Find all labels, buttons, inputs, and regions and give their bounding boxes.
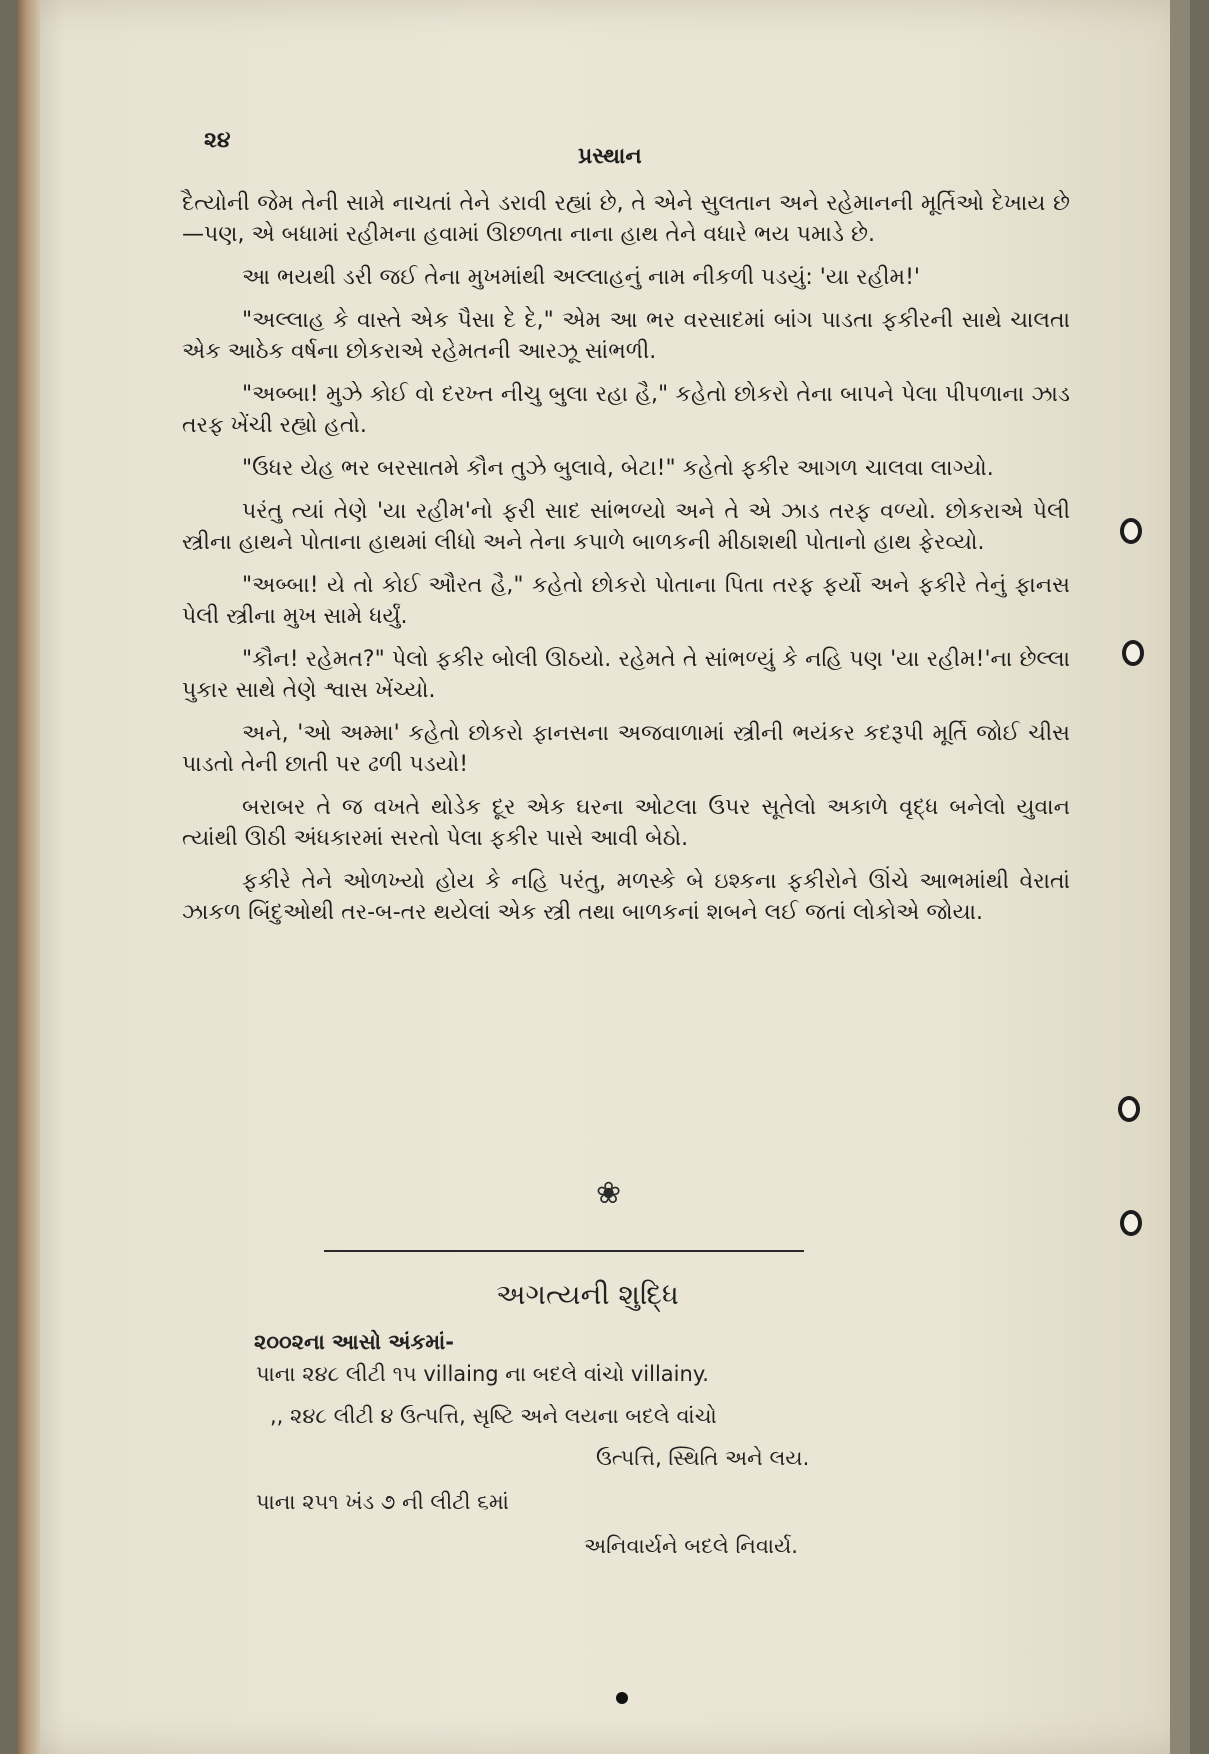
running-title: પ્રસ્થાન	[578, 144, 642, 169]
paragraph: "અબ્બા! મુઝે કોઈ વો દરખ્ત નીચુ બુલા રહા હૈ," કહેતો છોકરો તેના બાપને પેલા પીપળાના ઝાડ તરફ ખેંચી રહ્યો હતો.	[182, 382, 1070, 438]
paragraph: "ઉધર યેહ ભર બરસાતમે કૌન તુઝે બુલાવે, બેટા!" કહેતો ફકીર આગળ ચાલવા લાગ્યો.	[242, 456, 994, 481]
page-number: ૨૪	[204, 128, 231, 153]
paragraph: "કૌન! રહેમત?" પેલો ફકીર બોલી ઊઠયો. રહેમતે તે સાંભળ્યું કે નહિ પણ 'યા રહીમ!'ના છેલ્લા પુકાર સાથે તેણે શ્વાસ ખેંચ્યો.	[182, 647, 1070, 703]
paragraph: અને, 'ઓ અમ્મા' કહેતો છોકરો ફાનસના અજવાળામાં સ્ત્રીની ભયંકર કદરૂપી મૂર્તિ જોઈ ચીસ પાડતો તેની છાતી પર ઢળી પડયો!	[182, 721, 1070, 777]
paragraph: પરંતુ ત્યાં તેણે 'યા રહીમ'નો ફરી સાદ સાંભળ્યો અને તે એ ઝાડ તરફ વળ્યો. છોકરાએ પેલી સ્ત્રીના હાથને પોતાના હાથમાં લીધો અને તેના કપાળે બાળકની મીઠાશથી પોતાનો હાથ ફેરવ્યો.	[182, 499, 1070, 555]
paragraph: "અલ્લાહ કે વાસ્તે એક પૈસા દે દે," એમ આ ભર વરસાદમાં બાંગ પાડતા ફકીરની સાથે ચાલતા એક આઠેક વર્ષના છોકરાએ રહેમતની આરઝૂ સાંભળી.	[182, 308, 1070, 364]
errata-line: ઉત્પત્તિ, સ્થિતિ અને લય.	[596, 1446, 810, 1470]
paragraph: આ ભયથી ડરી જઈ તેના મુખમાંથી અલ્લાહનું નામ નીકળી પડયું: 'યા રહીમ!'	[242, 265, 920, 290]
errata-line: અનિવાર્યને બદલે નિવાર્ય.	[584, 1534, 798, 1558]
flower-ornament-icon: ❀	[596, 1176, 622, 1211]
page-binding-edge	[18, 0, 40, 1754]
paragraph: દૈત્યોની જેમ તેની સામે નાચતાં તેને ડરાવી રહ્યાં છે, તે એને સુલતાન અને રહેમાનની મૂર્તિઓ દેખાય છે—પણ, એ બધામાં રહીમના હવામાં ઊછળતા નાના હાથ તેને વધારે ભય પમાડે છે.	[182, 191, 1070, 247]
errata-title: અગત્યની શુદ્ધિ	[496, 1278, 679, 1311]
errata-line: પાના ૨૪૮ લીટી ૧૫ villaing ના બદલે વાંચો villainy.	[256, 1362, 709, 1386]
errata-line: ,, ૨૪૮ લીટી ૪ ઉત્પત્તિ, સૃષ્ટિ અને લયના બદલે વાંચો	[270, 1404, 717, 1428]
punch-hole	[1120, 1210, 1142, 1236]
punch-hole	[1122, 640, 1144, 666]
book-page	[18, 0, 1190, 1754]
errata-line: પાના ૨૫૧ ખંડ ૭ ની લીટી ૬માં	[256, 1490, 509, 1514]
end-bullet	[616, 1692, 628, 1704]
errata-issue-heading: ૨૦૦૨ના આસો અંકમાં-	[254, 1330, 454, 1354]
paragraph: બરાબર તે જ વખતે થોડેક દૂર એક ઘરના ઓટલા ઉપર સૂતેલો અકાળે વૃદ્ધ બનેલો યુવાન ત્યાંથી ઊઠી અંધકારમાં સરતો પેલા ફકીર પાસે આવી બેઠો.	[182, 795, 1070, 851]
section-divider	[324, 1250, 804, 1252]
punch-hole	[1120, 518, 1142, 544]
paragraph: "અબ્બા! યે તો કોઈ ઔરત હૈ," કહેતો છોકરો પોતાના પિતા તરફ ફર્યો અને ફકીરે તેનું ફાનસ પેલી સ્ત્રીના મુખ સામે ધર્યું.	[182, 573, 1070, 629]
story-text-block	[182, 188, 1070, 940]
paragraph: ફકીરે તેને ઓળખ્યો હોય કે નહિ પરંતુ, મળસ્કે બે ઇશ્કના ફકીરોને ઊંચે આભમાંથી વેરાતાં ઝાકળ બિંદુઓથી તર-બ-તર થયેલાં એક સ્ત્રી તથા બાળકનાં શબને લઈ જતાં લોકોએ જોયા.	[182, 869, 1070, 925]
punch-hole	[1118, 1096, 1140, 1122]
page-right-margin-strip	[1170, 0, 1190, 1754]
